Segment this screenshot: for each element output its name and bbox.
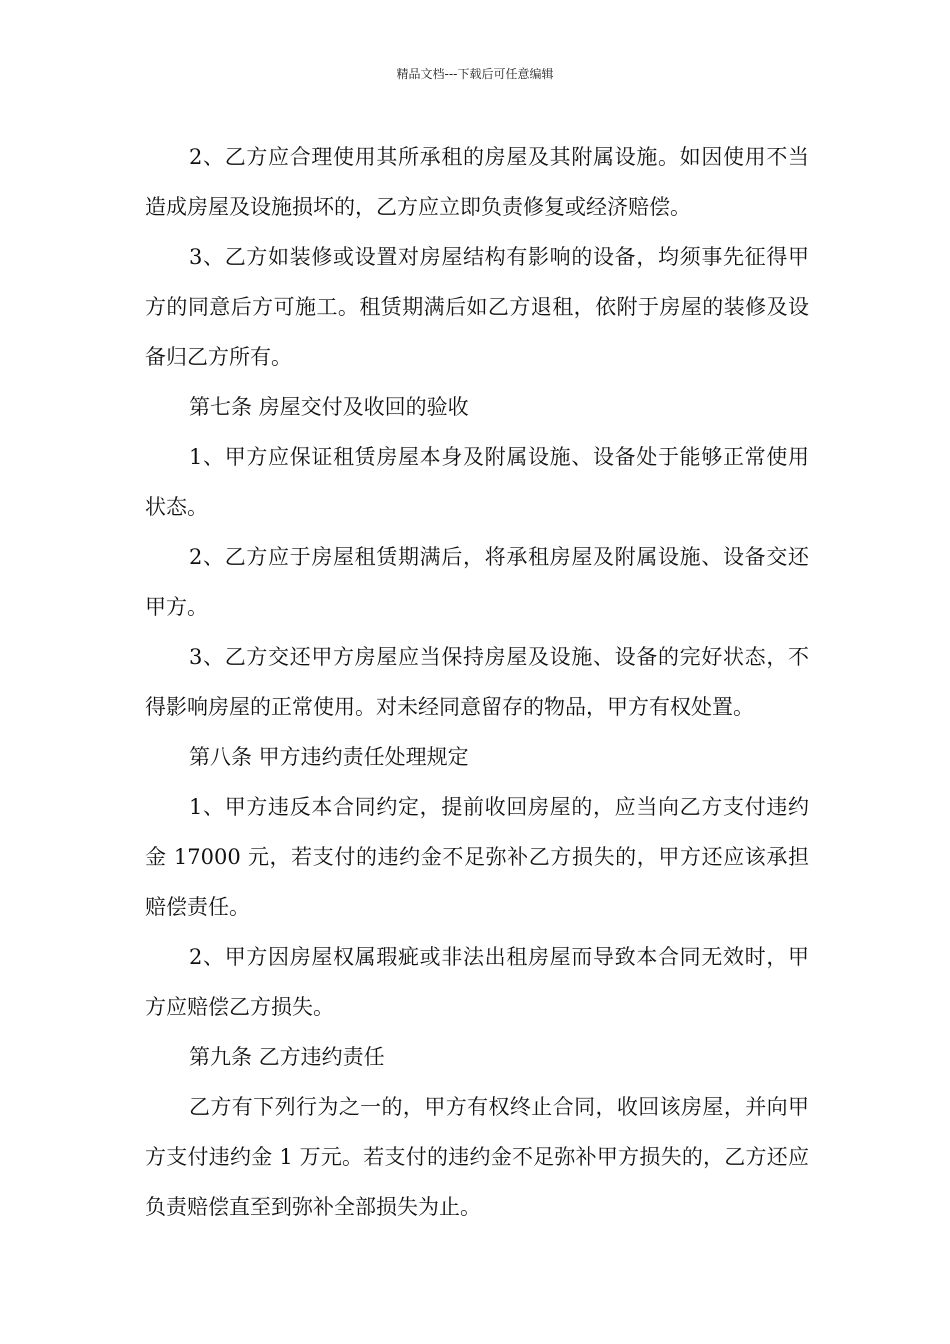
clause-paragraph: 2、乙方应于房屋租赁期满后，将承租房屋及附属设施、设备交还甲方。 bbox=[145, 545, 809, 619]
clause-paragraph: 乙方有下列行为之一的，甲方有权终止合同，收回该房屋，并向甲方支付违约金 1 万元。若支付的违约金不足弥补甲方损失的，乙方还应负责赔偿直至到弥补全部损失为止。 bbox=[145, 1095, 809, 1219]
article-heading: 第七条 房屋交付及收回的验收 bbox=[189, 395, 469, 419]
article-heading: 第八条 甲方违约责任处理规定 bbox=[189, 745, 469, 769]
clause-paragraph: 3、乙方交还甲方房屋应当保持房屋及设施、设备的完好状态，不得影响房屋的正常使用。对未经同意留存的物品，甲方有权处置。 bbox=[145, 645, 809, 719]
clause-paragraph: 2、甲方因房屋权属瑕疵或非法出租房屋而导致本合同无效时，甲方应赔偿乙方损失。 bbox=[145, 945, 809, 1019]
clause-paragraph: 2、乙方应合理使用其所承租的房屋及其附属设施。如因使用不当造成房屋及设施损坏的，乙方应立即负责修复或经济赔偿。 bbox=[145, 145, 809, 219]
article-heading: 第九条 乙方违约责任 bbox=[189, 1045, 385, 1069]
clause-paragraph: 1、甲方违反本合同约定，提前收回房屋的，应当向乙方支付违约金 17000 元，若支付的违约金不足弥补乙方损失的，甲方还应该承担赔偿责任。 bbox=[145, 795, 809, 919]
document-body bbox=[145, 132, 809, 1232]
clause-paragraph: 1、甲方应保证租赁房屋本身及附属设施、设备处于能够正常使用状态。 bbox=[145, 445, 809, 519]
clause-paragraph: 3、乙方如装修或设置对房屋结构有影响的设备，均须事先征得甲方的同意后方可施工。租赁期满后如乙方退租，依附于房屋的装修及设备归乙方所有。 bbox=[145, 245, 809, 369]
page-header: 精品文档---下载后可任意编辑 bbox=[396, 67, 554, 81]
